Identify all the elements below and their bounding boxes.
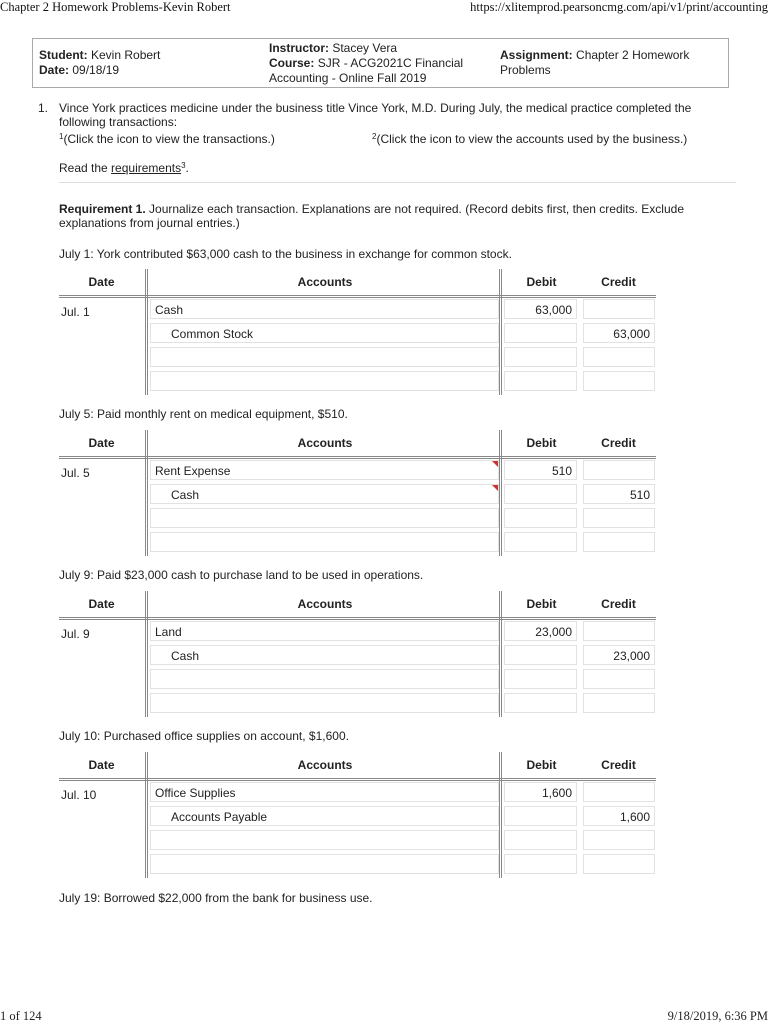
transaction-description: July 5: Paid monthly rent on medical equipment, $510. (59, 407, 348, 421)
credit-input[interactable] (583, 621, 655, 641)
account-input[interactable] (150, 621, 499, 641)
journal-row (59, 782, 656, 802)
credit-input[interactable] (583, 323, 655, 343)
course-label: Course: (269, 56, 315, 70)
account-input[interactable] (150, 323, 499, 343)
accounts-link[interactable]: $^2$(Click the icon to view the accounts used by the business.) (372, 132, 688, 146)
debit-amount: 510 (551, 464, 572, 478)
header-date: Date (88, 758, 115, 772)
debit-input[interactable] (504, 347, 577, 367)
journal-entry-table (59, 269, 656, 395)
error-marker-icon (492, 461, 498, 467)
journal-row (59, 323, 656, 343)
credit-input[interactable] (583, 508, 655, 528)
transactions-link[interactable]: $^1$(Click the icon to view the transactions.) (59, 132, 275, 146)
question-text: Vince York practices medicine under the business title Vince York, M.D. During July, the medical practice completed the following transactions: (59, 101, 692, 129)
instructor-name: Stacey Vera (332, 41, 398, 55)
instructor-info (269, 41, 479, 86)
debit-input[interactable] (504, 323, 577, 343)
debit-input[interactable] (504, 854, 577, 874)
question-number: 1. (38, 101, 49, 115)
credit-amount: 1,600 (619, 810, 650, 824)
instructor-label: Instructor: (269, 41, 329, 55)
read-requirements: Read the requirements$^3$. (59, 161, 189, 175)
journal-row (59, 645, 656, 665)
account-name: Cash (171, 649, 200, 663)
journal-row (59, 532, 656, 552)
entry-date: Jul. 5 (61, 466, 90, 480)
credit-input[interactable] (583, 854, 655, 874)
transaction-description: July 19: Borrowed $22,000 from the bank for business use. (59, 891, 373, 905)
credit-input[interactable] (583, 669, 655, 689)
debit-input[interactable] (504, 299, 577, 319)
assignment-name: Chapter 2 Homework Problems (500, 48, 690, 77)
requirement-text: Requirement 1. Journalize each transaction. Explanations are not required. (Record debits first, then credits. Exclude explanations from journal entries.) (59, 202, 684, 230)
credit-amount: 510 (629, 488, 650, 502)
debit-input[interactable] (504, 669, 577, 689)
table-header (59, 591, 656, 620)
account-input[interactable] (150, 484, 499, 504)
account-name: Land (155, 625, 182, 639)
account-input[interactable] (150, 830, 499, 850)
debit-amount: 63,000 (535, 303, 572, 317)
debit-input[interactable] (504, 371, 577, 391)
journal-row (59, 854, 656, 874)
journal-entry-table (59, 591, 656, 717)
header-credit: Credit (601, 436, 636, 450)
header-debit: Debit (526, 758, 557, 772)
debit-input[interactable] (504, 645, 577, 665)
header-debit: Debit (526, 436, 557, 450)
account-input[interactable] (150, 806, 499, 826)
requirements-link[interactable]: requirements (111, 161, 182, 175)
error-marker-icon (492, 485, 498, 491)
entry-date: Jul. 9 (61, 627, 90, 641)
credit-input[interactable] (583, 532, 655, 552)
journal-row (59, 830, 656, 850)
credit-input[interactable] (583, 299, 655, 319)
account-name: Office Supplies (155, 786, 236, 800)
journal-row (59, 299, 656, 319)
debit-input[interactable] (504, 484, 577, 504)
journal-row (59, 484, 656, 504)
journal-entry-table (59, 752, 656, 878)
debit-input[interactable] (504, 693, 577, 713)
debit-amount: 1,600 (541, 786, 572, 800)
account-input[interactable] (150, 371, 499, 391)
header-credit: Credit (601, 275, 636, 289)
transaction-description: July 9: Paid $23,000 cash to purchase land to be used in operations. (59, 568, 424, 582)
account-input[interactable] (150, 782, 499, 802)
account-name: Rent Expense (155, 464, 231, 478)
header-credit: Credit (601, 597, 636, 611)
journal-entry-table (59, 430, 656, 556)
header-date: Date (88, 597, 115, 611)
debit-input[interactable] (504, 806, 577, 826)
credit-input[interactable] (583, 830, 655, 850)
table-header (59, 269, 656, 298)
journal-row (59, 621, 656, 641)
assignment-info (500, 48, 725, 78)
header-date: Date (88, 436, 115, 450)
credit-amount: 63,000 (613, 327, 650, 341)
course-name: SJR - ACG2021C Financial Accounting - Online Fall 2019 (269, 56, 464, 85)
account-input[interactable] (150, 854, 499, 874)
journal-row (59, 460, 656, 480)
account-input[interactable] (150, 532, 499, 552)
journal-row (59, 508, 656, 528)
account-name: Cash (171, 488, 200, 502)
page-title: Chapter 2 Homework Problems-Kevin Robert (0, 0, 231, 14)
credit-input[interactable] (583, 806, 655, 826)
journal-row (59, 371, 656, 391)
account-input[interactable] (150, 347, 499, 367)
debit-input[interactable] (504, 508, 577, 528)
student-name: Kevin Robert (91, 48, 161, 62)
transaction-description: July 10: Purchased office supplies on account, $1,600. (59, 729, 349, 743)
debit-input[interactable] (504, 460, 577, 480)
footnote-1: 1 (59, 132, 64, 141)
assignment-info-box (32, 38, 729, 88)
header-accounts: Accounts (297, 758, 353, 772)
table-header (59, 752, 656, 781)
account-input[interactable] (150, 460, 499, 480)
account-input[interactable] (150, 508, 499, 528)
footnote-3: 3 (181, 161, 186, 170)
print-datetime: 9/18/2019, 6:36 PM (667, 1009, 768, 1023)
page-url: https://xlitemprod.pearsoncmg.com/api/v1/print/accounting (470, 0, 768, 14)
debit-amount: 23,000 (535, 625, 572, 639)
header-credit: Credit (601, 758, 636, 772)
assignment-date: 09/18/19 (72, 63, 120, 77)
credit-input[interactable] (583, 347, 655, 367)
account-input[interactable] (150, 669, 499, 689)
account-name: Common Stock (171, 327, 254, 341)
debit-input[interactable] (504, 782, 577, 802)
journal-row (59, 347, 656, 367)
header-accounts: Accounts (297, 597, 353, 611)
header-date: Date (88, 275, 115, 289)
header-debit: Debit (526, 597, 557, 611)
account-input[interactable] (150, 645, 499, 665)
student-label: Student: (39, 48, 88, 62)
assignment-label: Assignment: (500, 48, 573, 62)
debit-input[interactable] (504, 830, 577, 850)
account-input[interactable] (150, 693, 499, 713)
credit-amount: 23,000 (613, 649, 650, 663)
journal-row (59, 669, 656, 689)
student-info (39, 48, 160, 78)
transaction-description: July 1: York contributed $63,000 cash to the business in exchange for common stock. (59, 247, 512, 261)
debit-input[interactable] (504, 532, 577, 552)
account-input[interactable] (150, 299, 499, 319)
footnote-2: 2 (372, 132, 377, 141)
credit-input[interactable] (583, 782, 655, 802)
account-name: Cash (155, 303, 184, 317)
journal-row (59, 693, 656, 713)
credit-input[interactable] (583, 371, 655, 391)
header-debit: Debit (526, 275, 557, 289)
print-header (0, 0, 768, 16)
table-header (59, 430, 656, 459)
header-accounts: Accounts (297, 275, 353, 289)
credit-input[interactable] (583, 693, 655, 713)
header-accounts: Accounts (297, 436, 353, 450)
entry-date: Jul. 1 (61, 305, 90, 319)
credit-input[interactable] (583, 484, 655, 504)
debit-input[interactable] (504, 621, 577, 641)
entry-date: Jul. 10 (61, 788, 97, 802)
journal-row (59, 806, 656, 826)
credit-input[interactable] (583, 645, 655, 665)
date-label: Date: (39, 63, 70, 77)
credit-input[interactable] (583, 460, 655, 480)
divider (59, 182, 736, 183)
requirement-label: Requirement 1. (59, 202, 146, 216)
account-name: Accounts Payable (171, 810, 268, 824)
page-count: 1 of 124 (0, 1009, 42, 1023)
